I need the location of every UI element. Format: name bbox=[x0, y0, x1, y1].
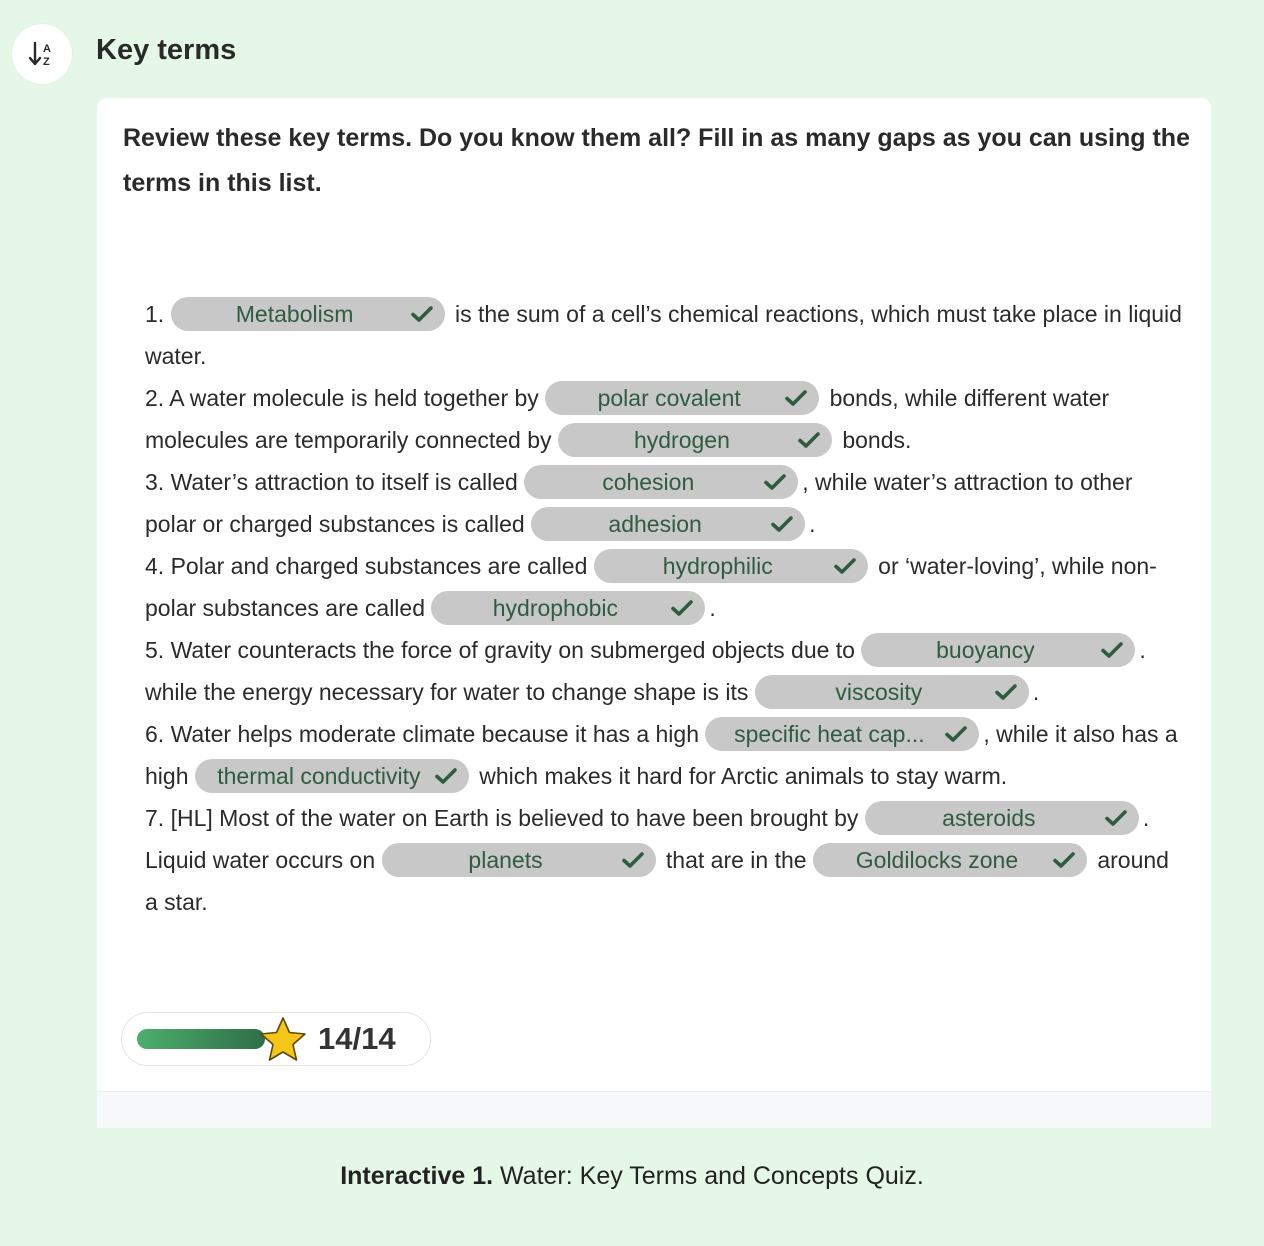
question-4 bbox=[145, 545, 1185, 629]
answer-text: hydrophilic bbox=[662, 552, 773, 579]
check-icon bbox=[798, 431, 820, 449]
question-text: 1. bbox=[145, 301, 165, 327]
question-text: , while water’s attraction to other polar or charged substances is called bbox=[145, 469, 1133, 537]
question-text: 6. Water helps moderate climate because it has a high bbox=[145, 721, 699, 747]
question-text: which makes it hard for Arctic animals to stay warm. bbox=[479, 763, 1008, 789]
check-icon bbox=[411, 305, 433, 323]
question-3 bbox=[145, 461, 1185, 545]
quiz-card bbox=[97, 98, 1211, 1128]
answer-text: Metabolism bbox=[235, 300, 354, 327]
question-text: or ‘water-loving’, while non-polar substances are called bbox=[145, 553, 1157, 621]
question-text: bonds, while different water molecules are temporarily connected by bbox=[145, 385, 1110, 453]
score-badge bbox=[121, 1012, 431, 1066]
answer-slot-hydrogen[interactable] bbox=[558, 423, 832, 457]
question-text: around a star. bbox=[145, 847, 1169, 915]
answer-text: adhesion bbox=[608, 510, 702, 537]
check-icon bbox=[1053, 851, 1075, 869]
answer-slot-hydrophilic[interactable] bbox=[594, 549, 868, 583]
section-title: Key terms bbox=[96, 34, 237, 66]
quiz-body bbox=[145, 293, 1185, 923]
answer-slot-metabolism[interactable] bbox=[171, 297, 445, 331]
question-text: is the sum of a cell’s chemical reactions, which must take place in liquid water. bbox=[145, 301, 1182, 369]
instructions: Review these key terms. Do you know them all? Fill in as many gaps as you can using the terms in this list. bbox=[123, 124, 1190, 197]
caption-label: Interactive 1. bbox=[340, 1162, 494, 1190]
check-icon bbox=[764, 473, 786, 491]
check-icon bbox=[945, 725, 967, 743]
question-6 bbox=[145, 713, 1185, 797]
check-icon bbox=[785, 389, 807, 407]
question-text: . Liquid water occurs on bbox=[145, 805, 1150, 873]
check-icon bbox=[671, 599, 693, 617]
answer-slot-thermal-conductivity[interactable] bbox=[195, 759, 469, 793]
question-text: 7. [HL] Most of the water on Earth is believed to have been brought by bbox=[145, 805, 859, 831]
answer-slot-cohesion[interactable] bbox=[524, 465, 798, 499]
answer-slot-asteroids[interactable] bbox=[865, 801, 1139, 835]
sort-az-icon bbox=[27, 39, 57, 69]
answer-slot-polar-covalent[interactable] bbox=[545, 381, 819, 415]
caption-text: Water: Key Terms and Concepts Quiz. bbox=[493, 1162, 924, 1190]
answer-text: viscosity bbox=[835, 678, 923, 705]
figure-caption bbox=[0, 1162, 1264, 1191]
answer-text: thermal conductivity bbox=[217, 762, 421, 789]
question-2 bbox=[145, 377, 1185, 461]
check-icon bbox=[995, 683, 1017, 701]
check-icon bbox=[1101, 641, 1123, 659]
score-text: 14/14 bbox=[318, 1021, 396, 1056]
check-icon bbox=[1105, 809, 1127, 827]
answer-slot-adhesion[interactable] bbox=[531, 507, 805, 541]
question-text: . bbox=[1032, 679, 1040, 705]
question-text: 2. A water molecule is held together by bbox=[145, 385, 539, 411]
question-text: . bbox=[709, 595, 716, 621]
answer-slot-goldilocks[interactable] bbox=[813, 843, 1087, 877]
answer-text: hydrogen bbox=[633, 426, 730, 453]
question-text: 5. Water counteracts the force of gravity on submerged objects due to bbox=[145, 637, 855, 663]
answer-slot-specific-heat[interactable] bbox=[705, 717, 979, 751]
answer-text: hydrophobic bbox=[492, 594, 619, 621]
check-icon bbox=[622, 851, 644, 869]
answer-text: specific heat cap... bbox=[734, 720, 925, 747]
answer-text: cohesion bbox=[602, 468, 695, 495]
answer-slot-buoyancy[interactable] bbox=[861, 633, 1135, 667]
answer-text: buoyancy bbox=[936, 636, 1035, 663]
question-text: . bbox=[809, 511, 816, 537]
svg-text:Z: Z bbox=[43, 56, 50, 68]
answer-slot-hydrophobic[interactable] bbox=[431, 591, 705, 625]
question-text: 3. Water’s attraction to itself is called bbox=[145, 469, 518, 495]
answer-slot-planets[interactable] bbox=[382, 843, 656, 877]
answer-slot-viscosity[interactable] bbox=[755, 675, 1029, 709]
question-text: . while the energy necessary for water to change shape is its bbox=[145, 637, 1146, 705]
answer-text: Goldilocks zone bbox=[855, 846, 1019, 873]
star-icon bbox=[258, 1015, 308, 1065]
answer-text: asteroids bbox=[942, 804, 1036, 831]
question-text: , while it also has a high bbox=[145, 721, 1178, 789]
score-progress-bar bbox=[137, 1029, 265, 1049]
card-footer bbox=[97, 1091, 1211, 1128]
question-text: 4. Polar and charged substances are called bbox=[145, 553, 588, 579]
check-icon bbox=[771, 515, 793, 533]
check-icon bbox=[834, 557, 856, 575]
question-7 bbox=[145, 797, 1185, 923]
answer-text: polar covalent bbox=[597, 384, 741, 411]
question-5 bbox=[145, 629, 1185, 713]
svg-text:A: A bbox=[43, 43, 51, 55]
check-icon bbox=[435, 767, 457, 785]
answer-text: planets bbox=[468, 846, 543, 873]
question-text: that are in the bbox=[665, 847, 807, 873]
question-text: bonds. bbox=[842, 427, 912, 453]
question-1 bbox=[145, 293, 1185, 377]
sort-az-button[interactable] bbox=[12, 24, 72, 84]
